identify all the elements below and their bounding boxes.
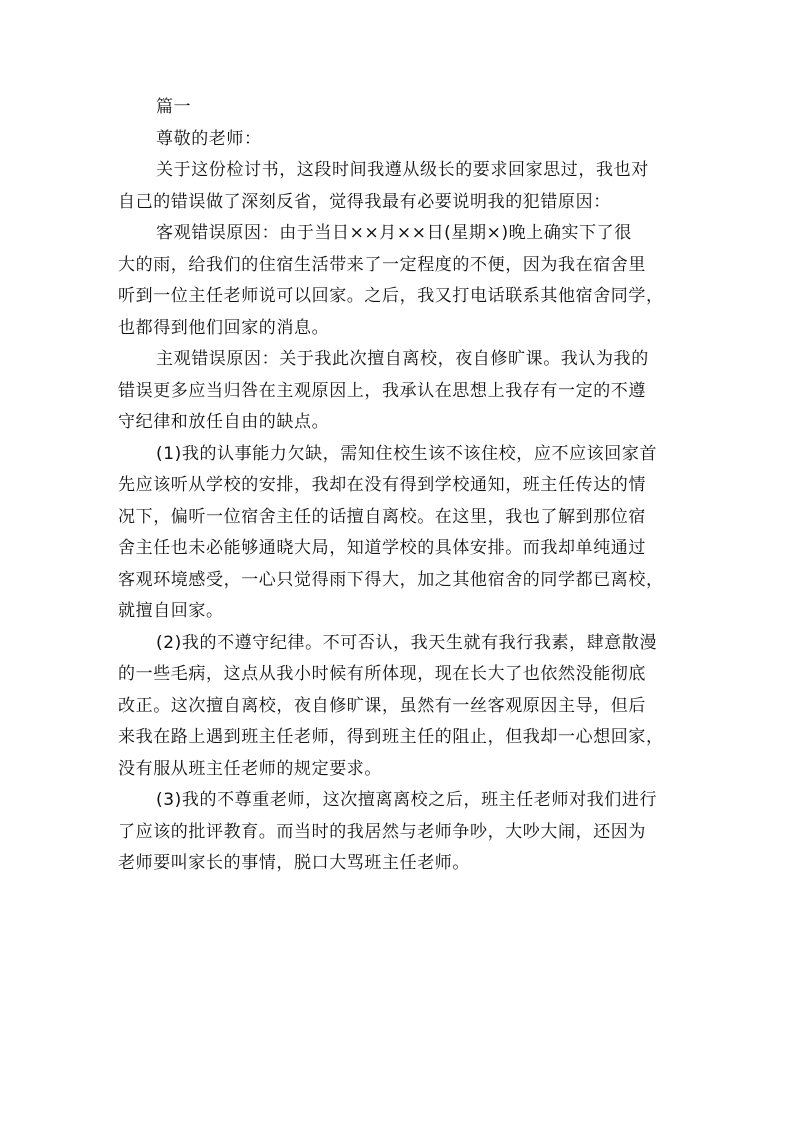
paragraph-line: 关于这份检讨书，这段时间我遵从级长的要求回家思过，我也对 [156,160,649,180]
paragraph-line: 客观错误原因：由于当日××月××日(星期×)晚上确实下了很 [156,223,632,243]
paragraph-line: 来我在路上遇到班主任老师，得到班主任的阻止，但我却一心想回家， [118,727,664,747]
doc-heading: 篇一 [156,97,192,117]
paragraph-line: 就擅自回家。 [118,601,224,621]
body-paragraph [118,785,678,880]
paragraph-line: 况下，偏听一位宿舍主任的话擅自离校。在这里，我也了解到那位宿 [118,506,646,527]
doc-body [118,155,678,880]
paragraph-line: 老师要叫家长的事情，脱口大骂班主任老师。 [118,853,470,873]
paragraph-line: 舍主任也未必能够通晓大局，知道学校的具体安排。而我却单纯通过 [118,538,646,558]
body-paragraph [118,218,678,344]
doc-salutation: 尊敬的老师： [156,128,262,149]
body-paragraph [118,439,678,628]
paragraph-line: 没有服从班主任老师的规定要求。 [118,758,382,779]
paragraph-line: 的一些毛病，这点从我小时候有所体现，现在长大了也依然没能彻底 [118,664,646,684]
body-paragraph [118,628,678,786]
document-page [118,92,678,880]
paragraph-line: 守纪律和放任自由的缺点。 [118,412,330,432]
paragraph-line: (3)我的不尊重老师，这次擅离离校之后，班主任老师对我们进行 [156,790,658,810]
paragraph-line: 也都得到他们回家的消息。 [118,317,330,338]
paragraph-line: 先应该听从学校的安排，我却在没有得到学校通知，班主任传达的情 [118,475,646,495]
paragraph-line: 听到一位主任老师说可以回家。之后，我又打电话联系其他宿舍同学， [118,286,664,306]
body-paragraph [118,155,678,218]
paragraph-line: 主观错误原因：关于我此次擅自离校，夜自修旷课。我认为我的 [156,349,649,369]
paragraph-line: 了应该的批评教育。而当时的我居然与老师争吵，大吵大闹，还因为 [118,821,646,842]
paragraph-line: 改正。这次擅自离校，夜自修旷课，虽然有一丝客观原因主导，但后 [118,695,646,716]
paragraph-line: (2)我的不遵守纪律。不可否认，我天生就有我行我素，肆意散漫 [156,632,658,653]
paragraph-line: 自己的错误做了深刻反省，觉得我最有必要说明我的犯错原因： [118,191,611,212]
paragraph-line: 大的雨，给我们的住宿生活带来了一定程度的不便，因为我在宿舍里 [118,254,646,275]
body-paragraph [118,344,678,439]
paragraph-line: 错误更多应当归咎在主观原因上，我承认在思想上我存有一定的不遵 [118,380,646,401]
paragraph-line: 客观环境感受，一心只觉得雨下得大，加之其他宿舍的同学都已离校， [118,569,664,590]
paragraph-line: (1)我的认事能力欠缺，需知住校生该不该住校，应不应该回家首 [156,443,658,464]
